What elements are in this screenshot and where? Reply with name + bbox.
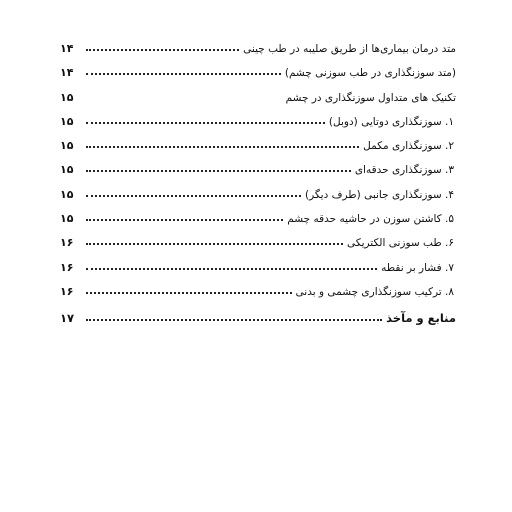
toc-entry-common-techniques <box>60 86 456 110</box>
toc-page-number: ۱۵ <box>60 139 74 153</box>
toc-page-number: ۱۶ <box>60 260 74 274</box>
toc-entry-technique-8 <box>60 280 456 304</box>
toc-page-number: ۱۵ <box>60 114 74 128</box>
toc-page-number: ۱۵ <box>60 187 74 201</box>
toc-page-number: ۱۶ <box>60 284 74 298</box>
toc-page-number: ۱۷ <box>60 311 75 326</box>
toc-entry-technique-1 <box>60 110 456 134</box>
dot-leader <box>86 136 359 148</box>
dot-leader <box>86 112 325 124</box>
toc-entry-label: منابع و مآخذ <box>386 311 456 326</box>
toc-entry-label: ۱. سوزنگذاری دوتایی (دوبل) <box>328 115 454 128</box>
leader-space <box>86 90 282 100</box>
toc-entry-label: تکنیک های متداول سوزنگذاری در چشم <box>285 91 456 104</box>
toc-entry-technique-2 <box>60 134 456 158</box>
toc-entry-label: ۶. طب سوزنی الکتریکی <box>347 237 454 250</box>
toc-entry-technique-7 <box>60 256 456 280</box>
toc-entry-technique-4 <box>60 183 456 207</box>
toc-entry-label: ۴. سوزنگذاری جانبی (طرف دیگر) <box>304 188 454 201</box>
table-of-contents <box>60 37 456 331</box>
toc-page-number: ۱۵ <box>60 90 74 104</box>
toc-entry-label: (متد سوزنگذاری در طب سوزنی چشم) <box>284 67 456 80</box>
toc-entry-chinese-medicine-method <box>60 37 456 61</box>
dot-leader <box>86 282 292 294</box>
toc-entry-technique-3 <box>60 158 456 182</box>
toc-entry-label: ۸. ترکیب سوزنگذاری چشمی و بدنی <box>295 285 454 298</box>
dot-leader <box>86 233 343 245</box>
dot-leader <box>86 209 283 221</box>
toc-page-number: ۱۴ <box>60 66 74 80</box>
dot-leader <box>86 185 301 197</box>
dot-leader <box>86 258 377 270</box>
toc-entry-label: ۳. سوزنگذاری حدقه‌ای <box>354 164 454 177</box>
toc-entry-label: متد درمان بیماری‌ها از طریق صلیبه در طب چینی <box>243 43 456 55</box>
dot-leader <box>86 160 351 172</box>
dot-leader <box>86 63 281 75</box>
toc-page-number: ۱۴ <box>60 42 74 55</box>
toc-entry-label: ۲. سوزنگذاری مکمل <box>363 140 454 153</box>
toc-entry-technique-5 <box>60 207 456 231</box>
toc-entry-label: ۷. فشار بر نقطه <box>381 261 454 274</box>
toc-entry-eye-needling-method <box>60 61 456 85</box>
toc-entry-label: ۵. کاشتن سوزن در حاشیه حدقه چشم <box>287 213 454 226</box>
toc-page-number: ۱۶ <box>60 236 74 250</box>
toc-page-number: ۱۵ <box>60 212 74 226</box>
dot-leader <box>86 309 382 321</box>
toc-entry-references <box>60 306 456 330</box>
toc-entry-technique-6 <box>60 231 456 255</box>
toc-page-number: ۱۵ <box>60 163 74 177</box>
dot-leader <box>86 39 239 51</box>
